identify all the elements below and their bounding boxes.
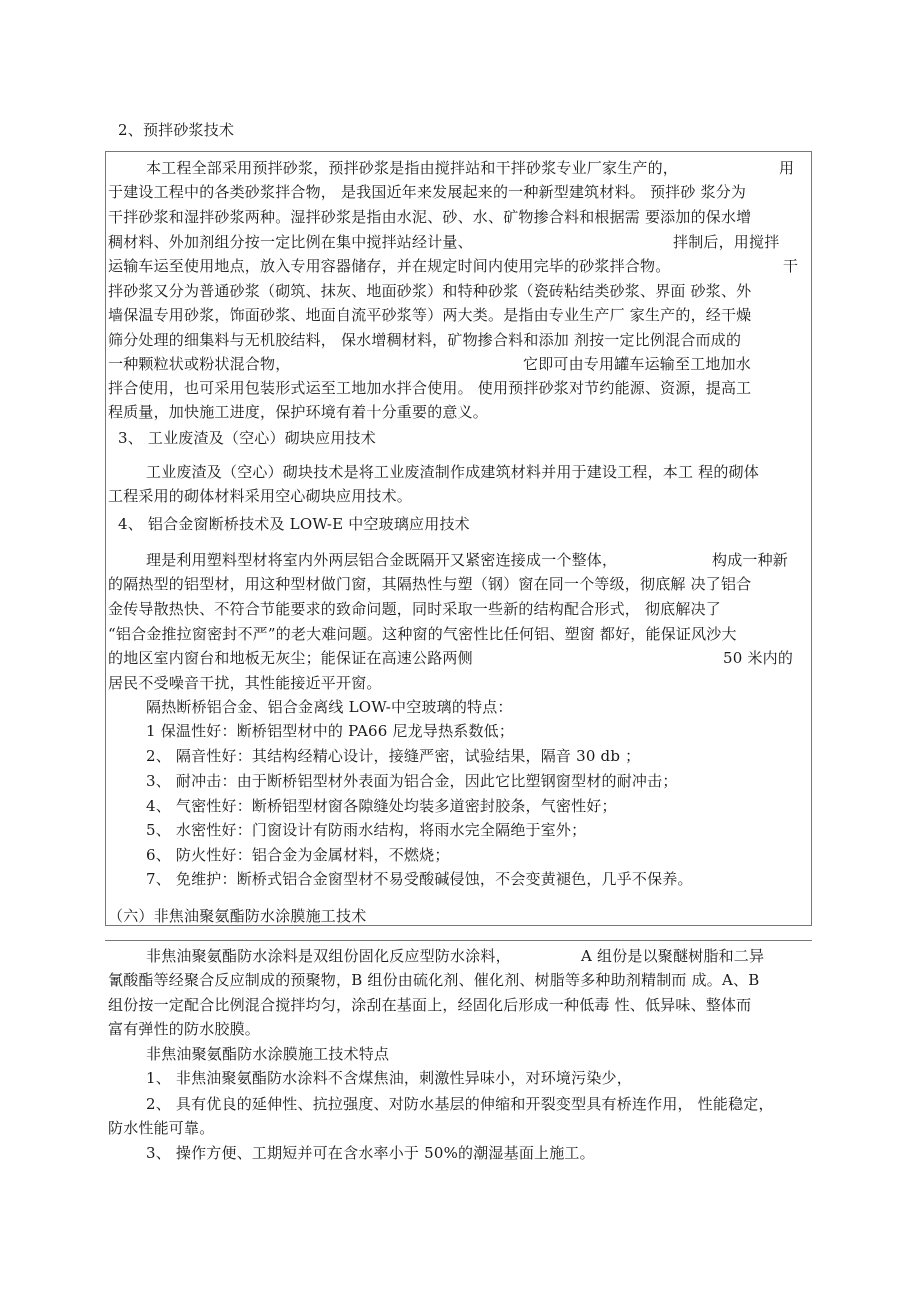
text-line: 工业废渣及（空心）砌块技术是将工业废渣制作成建筑材料并用于建设工程，本工 程的砌体 [146,463,759,481]
list-item: 2、 隔音性好：其结构经精心设计，接缝严密，试验结果，隔音 30 db ； [146,747,641,765]
list-item: 1、 非焦油聚氨酯防水涂料不含煤焦油，刺激性异味小，对环境污染少， [146,1069,632,1087]
text-line: 干拌砂浆和湿拌砂浆两种。湿拌砂浆是指由水泥、砂、水、矿物掺合料和根据需 要添加的保水增 [108,208,752,226]
list-item: 3、 操作方便、工期短并可在含水率小于 50%的潮湿基面上施工。 [146,1144,595,1162]
list-item: 1 保温性好：断桥铝型材中的 PA66 尼龙导热系数低； [146,722,515,740]
text-line: 干 [783,257,799,275]
features-intro: 隔热断桥铝合金、铝合金离线 LOW-中空玻璃的特点： [146,698,513,716]
text-line: 筛分处理的细集料与无机胶结料， 保水增稠材料，矿物掺合料和添加 剂按一定比例混合而成的 [108,331,742,349]
section-heading-6: （六）非焦油聚氨酯防水涂膜施工技术 [108,907,367,925]
text-line: 居民不受噪音干扰，其性能接近平开窗。 [108,674,382,692]
list-item: 2、 具有优良的延伸性、抗拉强度、对防水基层的伸缩和开裂变型具有桥连作用， 性能稳定， [146,1095,774,1113]
text-line: 它即可由专用罐车运输至工地加水 [523,355,752,373]
section-heading-3: 3、 工业废渣及（空心）砌块应用技术 [118,429,376,447]
text-line: 程质量，加快施工进度，保护环境有着十分重要的意义。 [108,403,489,421]
text-line: 的地区室内窗台和地板无灰尘；能保证在高速公路两侧 [108,649,473,667]
list-item: 防水性能可靠。 [108,1119,215,1137]
text-line: 氰酸酯等经聚合反应制成的预聚物，B 组份由硫化剂、催化剂、树脂等多种助剂精制而 成。A、B [108,971,760,989]
features2-title: 非焦油聚氨酯防水涂膜施工技术特点 [146,1045,390,1063]
text-line: 稠材料、外加剂组分按一定比例在集中搅拌站经计量、 [108,233,473,251]
list-item: 6、 防火性好：铝合金为金属材料，不燃烧； [146,846,450,864]
text-line: 的隔热型的铝型材，用这种型材做门窗，其隔热性与塑（钢）窗在同一个等级，彻底解 决了铝合 [108,575,752,593]
text-line: “铝合金推拉窗密封不严”的老大难问题。这种窗的气密性比任何铝、塑窗 都好，能保证风沙大 [108,625,737,643]
text-line: 墙保温专用砂浆，饰面砂浆、地面自流平砂浆等）两大类。是指由专业生产厂 家生产的，经干燥 [108,306,752,324]
text-line: 工程采用的砌体材料采用空心砌块应用技术。 [108,487,413,505]
text-line: 富有弹性的防水胶膜。 [108,1020,261,1038]
list-item: 5、 水密性好：门窗设计有防雨水结构，将雨水完全隔绝于室外； [146,821,587,839]
list-item: 4、 气密性好：断桥铝型材窗各隙缝处均装多道密封胶条，气密性好； [146,797,617,815]
text-line: 于建设工程中的各类砂浆拌合物， 是我国近年来发展起来的一种新型建筑材料。 预拌砂 浆分为 [108,183,747,201]
section-heading-2: 2、预拌砂浆技术 [118,121,235,139]
text-line: 本工程全部采用预拌砂浆，预拌砂浆是指由搅拌站和干拌砂浆专业厂家生产的， [146,159,679,177]
text-line: 运输车运至使用地点，放入专用容器储存，并在规定时间内使用完毕的砂浆拌合物。 [108,257,671,275]
text-line: 50 米内的 [723,649,794,667]
text-line: 拌合使用，也可采用包装形式运至工地加水拌合使用。 使用预拌砂浆对节约能源、资源，提高工 [108,379,752,397]
text-line: 拌砂浆又分为普通砂浆（砌筑、抹灰、地面砂浆）和特种砂浆（瓷砖粘结类砂浆、界面 砂浆、外 [108,282,752,300]
text-line: 构成一种新 [712,551,789,569]
list-item: 3、 耐冲击：由于断桥铝型材外表面为铝合金，因此它比塑钢窗型材的耐冲击； [146,772,678,790]
list-item: 7、 免维护：断桥式铝合金窗型材不易受酸碱侵蚀，不会变黄褪色，几乎不保养。 [146,870,693,888]
text-line: 金传导散热快、不符合节能要求的致命问题，同时采取一些新的结构配合形式， 彻底解决了 [108,600,721,618]
divider [105,940,812,941]
text-line: A 组份是以聚醚树脂和二异 [581,947,765,965]
text-line: 非焦油聚氨酯防水涂料是双组份固化反应型防水涂料， [146,947,511,965]
text-line: 组份按一定配合比例混合搅拌均匀，涂刮在基面上，经固化后形成一种低毒 性、低异味、整体而 [108,996,752,1014]
section-heading-4: 4、 铝合金窗断桥技术及 LOW-E 中空玻璃应用技术 [118,515,470,533]
text-line: 一种颗粒状或粉状混合物， [108,355,291,373]
text-line: 拌制后，用搅拌 [673,233,780,251]
text-line: 理是利用塑料型材将室内外两层铝合金既隔开又紧密连接成一个整体， [146,551,618,569]
text-line: 用 [779,159,795,177]
